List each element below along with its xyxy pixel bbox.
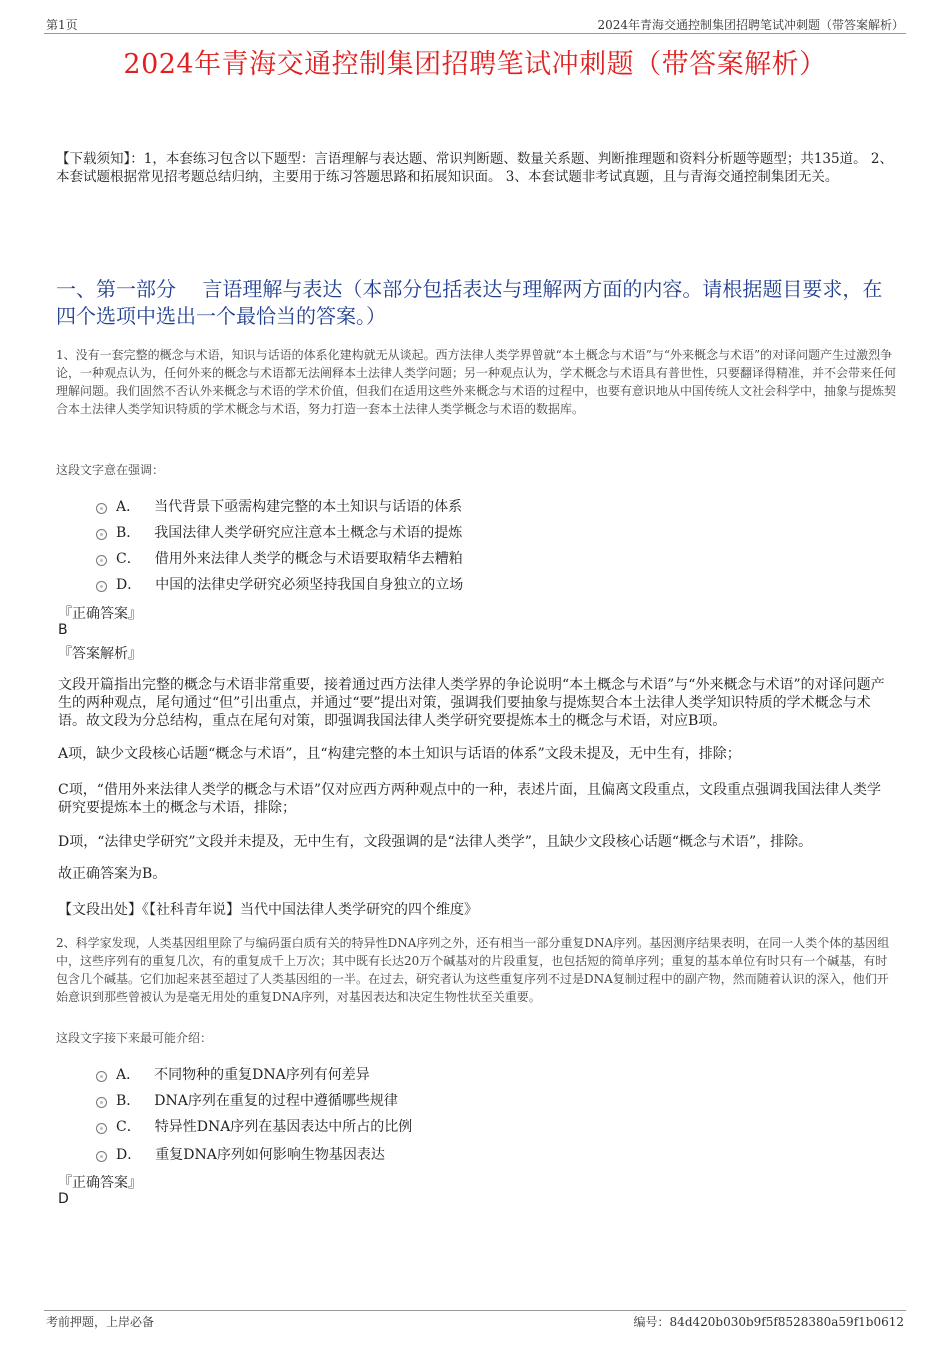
- passage-source: 【文段出处】《【社科青年说】当代中国法律人类学研究的四个维度》: [58, 902, 478, 918]
- radio-icon[interactable]: [96, 1151, 107, 1162]
- option-letter: C．: [116, 551, 141, 567]
- download-notice: 【下载须知】：1，本套练习包含以下题型：言语理解与表达题、常识判断题、数量关系题、判断推理题和资料分析题等题型；共135道。 2、本套试题根据常见招考题总结归纳，主要用于练习答题思路和拓展知识面。 3、本套试题非考试真题，且与青海交通控制集团无关。: [56, 151, 893, 185]
- analysis-conclusion: 故正确答案为B。: [58, 866, 167, 882]
- option-text: 特异性DNA序列在基因表达中所占的比例: [154, 1119, 413, 1135]
- correct-answer-label: 『正确答案』: [58, 606, 142, 622]
- radio-icon[interactable]: [96, 581, 107, 592]
- analysis-paragraph: D项，“法律史学研究”文段并未提及，无中生有，文段强调的是“法律人类学”，且缺少文段核心话题“概念与术语”，排除。: [58, 834, 813, 850]
- option-text: DNA序列在重复的过程中遵循哪些规律: [154, 1093, 398, 1109]
- option-letter: B．: [116, 1093, 141, 1109]
- footer-slogan: 考前押题，上岸必备: [46, 1315, 155, 1329]
- option-letter: D．: [116, 577, 142, 593]
- question-1-option-d[interactable]: [96, 574, 463, 594]
- page-title: 2024年青海交通控制集团招聘笔试冲刺题（带答案解析）: [123, 49, 827, 80]
- page-number: 第1页: [46, 18, 78, 32]
- option-text: 中国的法律史学研究必须坚持我国自身独立的立场: [155, 577, 464, 593]
- option-text: 重复DNA序列如何影响生物基因表达: [155, 1147, 385, 1163]
- radio-icon[interactable]: [96, 1097, 107, 1108]
- question-2-prompt: 这段文字接下来最可能介绍：: [56, 1031, 213, 1045]
- question-2-option-c[interactable]: [96, 1116, 412, 1136]
- radio-icon[interactable]: [96, 529, 107, 540]
- header-divider: [44, 33, 906, 34]
- correct-answer-value: B: [58, 622, 68, 638]
- radio-icon[interactable]: [96, 503, 107, 514]
- option-text: 不同物种的重复DNA序列有何差异: [154, 1067, 370, 1083]
- correct-answer-label: 『正确答案』: [58, 1175, 142, 1191]
- option-text: 当代背景下亟需构建完整的本土知识与话语的体系: [154, 499, 463, 515]
- running-header-title: 2024年青海交通控制集团招聘笔试冲刺题（带答案解析）: [597, 18, 904, 32]
- question-1-text: 1、没有一套完整的概念与术语，知识与话语的体系化建构就无从谈起。西方法律人类学界曾就“本土概念与术语”与“外来概念与术语”的对译问题产生过激烈争论，一种观点认为，任何外来的概念与术语都无法阐释本土法律人类学问题；另一种观点认为，学术概念与术语具有普世性，只要翻译得精准，并不会带来任何理解问题。我们固然不否认外来概念与术语的学术价值，但我们在适用这些外来概念与术语的过程中，也要有意识地从中国传统人文社会科学中，抽象与提炼契合本土法律人类学知识特质的学术概念与术语，努力打造一套本土法律人类学概念与术语的数据库。: [56, 348, 897, 416]
- radio-icon[interactable]: [96, 1071, 107, 1082]
- question-1-option-a[interactable]: [96, 496, 462, 516]
- option-letter: D．: [116, 1147, 142, 1163]
- option-text: 借用外来法律人类学的概念与术语要取精华去糟粕: [154, 551, 463, 567]
- question-2-option-b[interactable]: [96, 1090, 398, 1110]
- section-heading: 一、第一部分 言语理解与表达（本部分包括表达与理解两方面的内容。请根据题目要求，在四个选项中选出一个最恰当的答案。）: [56, 277, 883, 328]
- question-1-prompt: 这段文字意在强调：: [56, 463, 165, 477]
- analysis-paragraph: 文段开篇指出完整的概念与术语非常重要，接着通过西方法律人类学界的争论说明“本土概念与术语”与“外来概念与术语”的对译问题产生的两种观点，尾句通过“但”引出重点，并通过“要”提出对策，强调我们要抽象与提炼契合本土法律人类学知识特质的学术概念与术语。故文段为分总结构，重点在尾句对策，即强调我国法律人类学研究要提炼本土的概念与术语，对应B项。: [58, 677, 885, 729]
- correct-answer-value: D: [58, 1191, 69, 1207]
- question-2-option-a[interactable]: [96, 1064, 370, 1084]
- question-2-option-d[interactable]: [96, 1144, 385, 1164]
- document-code: 编号：84d420b030b9f5f8528380a59f1b0612: [633, 1315, 904, 1329]
- analysis-paragraph: C项，“借用外来法律人类学的概念与术语”仅对应西方两种观点中的一种，表述片面，且偏离文段重点，文段重点强调我国法律人类学研究要提炼本土的概念与术语，排除；: [58, 782, 882, 816]
- option-letter: A．: [116, 1067, 141, 1083]
- question-2-text: 2、科学家发现，人类基因组里除了与编码蛋白质有关的特异性DNA序列之外，还有相当一部分重复DNA序列。基因测序结果表明，在同一人类个体的基因组中，这些序列有的重复几次，有的重复成千上万次；其中既有长达20万个碱基对的片段重复，也包括短的简单序列；重复的基本单位有时只有一个碱基，有时包含几个碱基。它们加起来甚至超过了人类基因组的一半。在过去，研究者认为这些重复序列不过是DNA复制过程中的副产物，然而随着认识的深入，他们开始意识到那些曾被认为是毫无用处的重复DNA序列，对基因表达和决定生物性状至关重要。: [56, 936, 890, 1004]
- option-text: 我国法律人类学研究应注意本土概念与术语的提炼: [154, 525, 463, 541]
- question-1-option-b[interactable]: [96, 522, 462, 542]
- radio-icon[interactable]: [96, 1123, 107, 1134]
- radio-icon[interactable]: [96, 555, 107, 566]
- option-letter: B．: [116, 525, 141, 541]
- option-letter: A．: [116, 499, 141, 515]
- analysis-paragraph: A项，缺少文段核心话题“概念与术语”，且“构建完整的本土知识与话语的体系”文段未提及，无中生有，排除；: [58, 746, 741, 762]
- analysis-label: 『答案解析』: [58, 646, 142, 662]
- option-letter: C．: [116, 1119, 141, 1135]
- question-1-option-c[interactable]: [96, 548, 463, 568]
- footer-divider: [44, 1310, 906, 1311]
